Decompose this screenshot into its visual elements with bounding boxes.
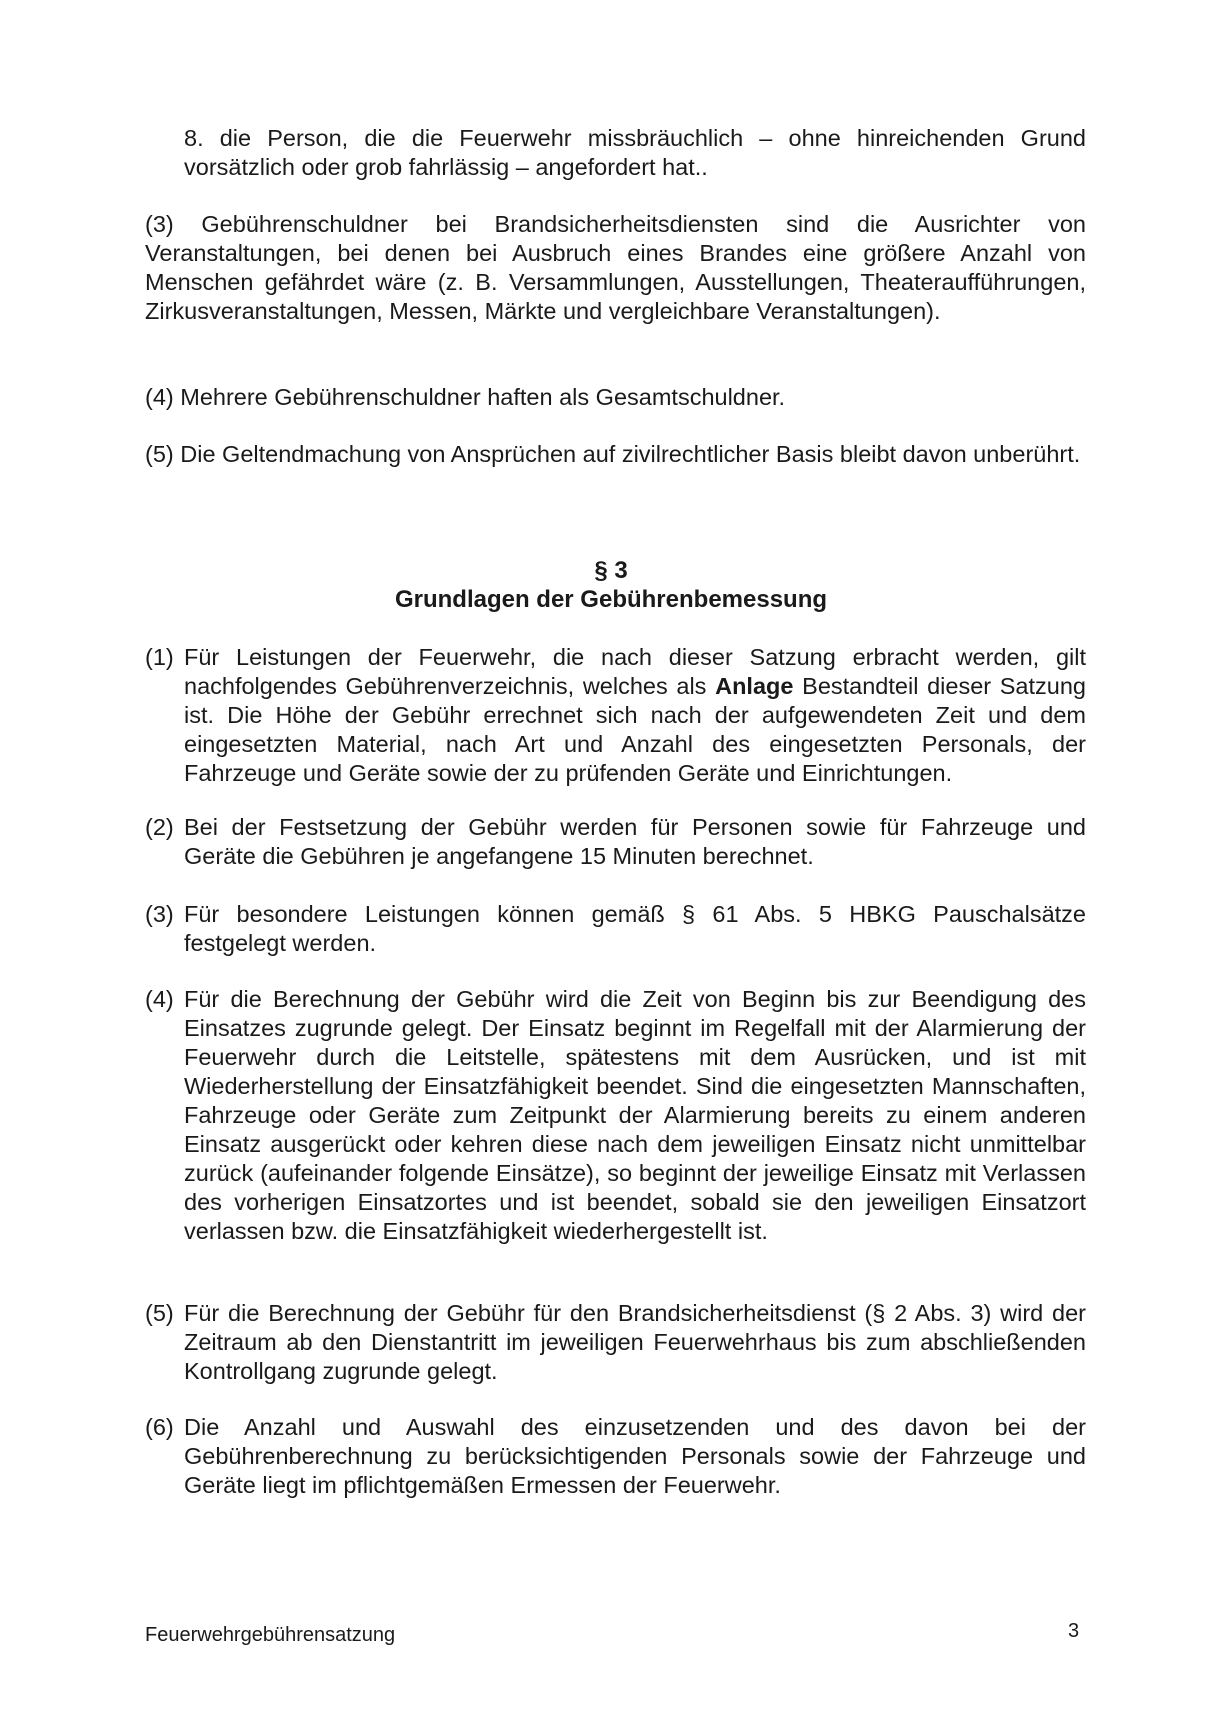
item-number: (4)	[145, 986, 174, 1012]
item-number: (2)	[145, 814, 174, 840]
item-number: (1)	[145, 644, 174, 670]
paragraph-5: (5) Die Geltendmachung von Ansprüchen auf zivilrechtlicher Basis bleibt davon unberührt.	[145, 441, 1081, 467]
item-text: Für die Berechnung der Gebühr wird die Zeit von Beginn bis zur Beendigung des Einsatzes zugrunde gelegt. Der Einsatz beginnt im Regelfall mit der Alarmierung der Feuerwehr durch die Leitstelle, spätestens mit dem Ausrücken, und ist mit Wiederherstellung der Einsatzfähigkeit beendet. Sind die eingesetzten Mannschaften, Fahrzeuge oder Geräte zum Zeitpunkt der Alarmierung bereits zu einem anderen Einsatz ausgerückt oder kehren diese nach dem jeweiligen Einsatz nicht unmittelbar zurück (aufeinander folgende Einsätze), so beginnt der jeweilige Einsatz mit Verlassen des vorherigen Einsatzortes und ist beendet, sobald sie den jeweiligen Einsatzort verlassen bzw. die Einsatzfähigkeit wiederhergestellt ist.	[184, 986, 1086, 1244]
item-number: (3)	[145, 901, 174, 927]
paragraph-3: (3) Gebührenschuldner bei Brandsicherheitsdiensten sind die Ausrichter von Veranstaltungen, bei denen bei Ausbruch eines Brandes eine größere Anzahl von Menschen gefährdet wäre (z. B. Versammlungen, Ausstellungen, Theateraufführungen, Zirkusveranstaltungen, Messen, Märkte und vergleichbare Veranstaltungen).	[145, 211, 1086, 324]
paragraph-4: (4) Mehrere Gebührenschuldner haften als Gesamtschuldner.	[145, 384, 786, 410]
page-number: 3	[1068, 1620, 1080, 1642]
section-item-3	[145, 900, 1086, 958]
footer-title: Feuerwehrgebührensatzung	[145, 1624, 396, 1646]
item-text: Für Leistungen der Feuerwehr, die nach dieser Satzung erbracht werden, gilt nachfolgendes Gebührenverzeichnis, welches als Anlage Bestandteil dieser Satzung ist. Die Höhe der Gebühr errechnet sich nach der aufgewendeten Zeit und dem eingesetzten Material, nach Art und Anzahl des eingesetzten Personals, der Fahrzeuge und Geräte sowie der zu prüfenden Geräte und Einrichtungen.	[184, 644, 1086, 786]
item-text: Bei der Festsetzung der Gebühr werden für Personen sowie für Fahrzeuge und Geräte die Gebühren je angefangene 15 Minuten berechnet.	[184, 814, 1086, 869]
section-item-5	[145, 1299, 1086, 1386]
section-number: § 3	[594, 557, 628, 584]
section-title: Grundlagen der Gebührenbemessung	[394, 586, 828, 613]
bold-term: Anlage	[715, 673, 794, 699]
item-number: (5)	[145, 1300, 174, 1326]
list-item-8: 8. die Person, die die Feuerwehr missbräuchlich – ohne hinreichenden Grund vorsätzlich oder grob fahrlässig – angefordert hat..	[184, 125, 1086, 180]
item-text: Für besondere Leistungen können gemäß § 61 Abs. 5 HBKG Pauschalsätze festgelegt werden.	[184, 901, 1086, 956]
item-number: (6)	[145, 1414, 174, 1440]
section-item-1	[145, 643, 1086, 788]
item-text: Die Anzahl und Auswahl des einzusetzenden und des davon bei der Gebührenberechnung zu berücksichtigenden Personals sowie der Fahrzeuge und Geräte liegt im pflichtgemäßen Ermessen der Feuerwehr.	[184, 1414, 1086, 1498]
section-item-2	[145, 813, 1086, 871]
section-item-4	[145, 985, 1086, 1246]
item-text: Für die Berechnung der Gebühr für den Brandsicherheitsdienst (§ 2 Abs. 3) wird der Zeitraum ab den Dienstantritt im jeweiligen Feuerwehrhaus bis zum abschließenden Kontrollgang zugrunde gelegt.	[184, 1300, 1086, 1384]
section-item-6	[145, 1413, 1086, 1500]
